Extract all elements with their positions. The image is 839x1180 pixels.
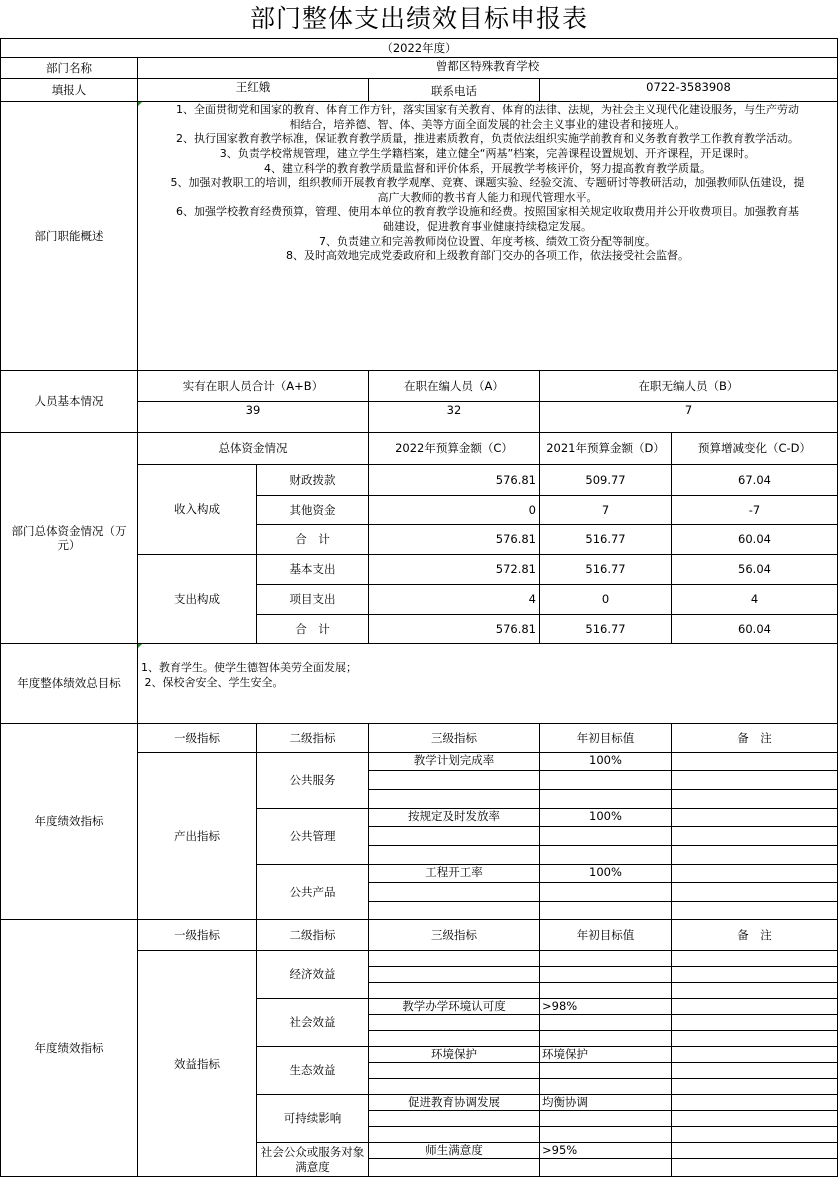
perf1-h1: 一级指标 (174, 730, 220, 745)
perf2-h4: 年初目标值 (576, 927, 635, 942)
function-line: 2、执行国家教育教学标准，保证教育教学质量，推进素质教育，负责依法组织实施学前教育和义务教育教学工作教育教学活动。 (176, 132, 799, 146)
function-line: 高广大教师的教书育人能力和现代管理水平。 (377, 190, 598, 204)
funds-row-d: 509.77 (585, 472, 626, 487)
perf2-group-name: 经济效益 (289, 967, 336, 982)
perf1-target: 100% (589, 865, 622, 880)
funds-row-d: 0 (601, 592, 610, 607)
funds-row-c: 4 (528, 592, 536, 607)
function-line: 相结合，培养德、智、体、美等方面全面发展的社会主义事业的建设者和接班人。 (289, 117, 686, 131)
perf2-label: 年度绩效指标 (34, 1041, 104, 1056)
funds-row-diff: 4 (750, 592, 759, 607)
perf1-group-name: 公共管理 (289, 829, 336, 844)
perf2-target: >98% (542, 999, 578, 1014)
funds-row-c: 572.81 (495, 562, 536, 577)
perf1-h2: 二级指标 (289, 730, 336, 745)
staff-total-header: 实有在职人员合计（A+B） (182, 378, 324, 393)
perf1-h3: 三级指标 (431, 730, 477, 745)
perf2-item: 环境保护 (431, 1047, 477, 1062)
funds-row-d: 516.77 (585, 532, 626, 547)
goal-text (141, 661, 831, 691)
perf2-target: >95% (542, 1143, 578, 1158)
staff-a-value: 32 (446, 402, 462, 417)
perf2-level1: 效益指标 (174, 1056, 220, 1071)
perf2-h5: 备 注 (737, 927, 772, 942)
perf1-h4: 年初目标值 (576, 730, 635, 745)
staff-total-value: 39 (245, 402, 261, 417)
perf1-level1: 产出指标 (174, 828, 220, 843)
perf2-target: 环境保护 (542, 1047, 588, 1062)
function-line: 6、加强学校教育经费预算，管理、使用本单位的教育教学设施和经费。按照国家相关规定收取费用并公开收费项目。加强教育基 (176, 205, 799, 219)
funds-row-diff: -7 (748, 502, 761, 517)
funds-row-c: 576.81 (495, 621, 536, 636)
functions-label: 部门职能概述 (34, 228, 104, 243)
funds-c-header: 2022年预算金额（C） (395, 441, 513, 456)
perf2-item: 促进教育协调发展 (408, 1095, 500, 1110)
funds-row-name: 合 计 (295, 621, 330, 636)
perf2-h2: 二级指标 (289, 927, 336, 942)
funds-row-c: 576.81 (495, 472, 536, 487)
dept-name-value: 曾都区特殊教育学校 (435, 58, 540, 73)
goal-line: 1、教育学生。使学生德智体美劳全面发展； (141, 661, 357, 674)
perf1-item: 工程开工率 (425, 865, 483, 880)
funds-row-diff: 67.04 (738, 472, 771, 487)
perf1-h5: 备 注 (737, 730, 772, 745)
year-label: （2022年度） (381, 40, 457, 55)
funds-row-c: 0 (528, 502, 536, 517)
funds-row-name: 基本支出 (289, 562, 336, 577)
funds-row-d: 516.77 (585, 621, 626, 636)
perf1-item: 教学计划完成率 (413, 753, 495, 768)
funds-row-name: 合 计 (295, 532, 330, 547)
phone-value: 0722-3583908 (646, 79, 731, 94)
functions-text (141, 103, 834, 264)
perf2-h1: 一级指标 (174, 927, 220, 942)
perf2-group-name: 可持续影响 (283, 1111, 342, 1126)
comment-marker-icon (138, 644, 142, 648)
staff-label: 人员基本情况 (34, 394, 104, 409)
funds-row-name: 项目支出 (289, 592, 336, 607)
perf1-label: 年度绩效指标 (34, 814, 104, 829)
phone-label: 联系电话 (431, 84, 477, 99)
funds-d-header: 2021年预算金额（D） (546, 441, 665, 456)
perf1-item: 按规定及时发放率 (408, 809, 500, 824)
perf2-item: 教学办学环境认可度 (402, 999, 506, 1014)
function-line: 3、负责学校常规管理，建立学生学籍档案，建立健全“两基”档案，完善课程设置规划、开齐课程，开足课时。 (219, 146, 756, 160)
staff-a-header: 在职在编人员（A） (404, 378, 504, 393)
function-line: 8、及时高效地完成党委政府和上级教育部门交办的各项工作，依法接受社会监督。 (286, 249, 689, 263)
expense-label: 支出构成 (174, 591, 220, 606)
funds-row-name: 财政拨款 (289, 472, 336, 487)
dept-name-label: 部门名称 (46, 60, 92, 75)
perf2-group-name: 社会效益 (289, 1015, 336, 1030)
goal-label: 年度整体绩效总目标 (17, 676, 121, 691)
perf2-h3: 三级指标 (431, 927, 477, 942)
funds-label: 部门总体资金情况（万元） (11, 523, 127, 552)
funds-row-d: 7 (601, 502, 610, 517)
perf1-target: 100% (589, 809, 622, 824)
filler-label: 填报人 (51, 82, 87, 97)
perf1-target: 100% (589, 753, 622, 768)
funds-row-name: 其他资金 (289, 502, 336, 517)
function-line: 4、建立科学的教育教学质量监督和评价体系，开展教学考核评价，努力提高教育教学质量。 (264, 161, 711, 175)
perf1-group-name: 公共服务 (289, 773, 336, 788)
income-label: 收入构成 (174, 502, 220, 517)
perf2-item: 师生满意度 (425, 1143, 483, 1158)
perf2-target: 均衡协调 (542, 1095, 588, 1110)
funds-row-diff: 60.04 (738, 532, 771, 547)
function-line: 7、负责建立和完善教师岗位设置、年度考核、绩效工资分配等制度。 (319, 234, 656, 248)
page-title: 部门整体支出绩效目标申报表 (249, 4, 588, 34)
function-line: 础建设，促进教育事业健康持续稳定发展。 (383, 220, 592, 233)
funds-row-c: 576.81 (495, 532, 536, 547)
function-line: 1、全面贯彻党和国家的教育、体育工作方针，落实国家有关教育、体育的法律、法规，为社会主义现代化建设服务，与生产劳动 (176, 103, 799, 116)
funds-row-diff: 56.04 (738, 562, 771, 577)
filler-name: 王红娥 (235, 79, 271, 94)
funds-diff-header: 预算增减变化（C-D） (697, 441, 812, 456)
perf2-group-name: 社会公众或服务对象满意度 (260, 1145, 365, 1174)
perf1-group-name: 公共产品 (289, 884, 336, 899)
perf2-group-name: 生态效益 (289, 1063, 336, 1078)
funds-row-diff: 60.04 (738, 621, 771, 636)
funds-row-d: 516.77 (585, 562, 626, 577)
funds-overall-header: 总体资金情况 (218, 441, 288, 456)
function-line: 5、加强对教职工的培训，组织教师开展教育教学观摩、竞赛、课题实验、经验交流、专题研讨等教研活动，加强教师队伍建设，提 (170, 176, 805, 190)
goal-line: 2、保校舍安全、学生安全。 (141, 675, 284, 689)
staff-b-value: 7 (684, 402, 693, 417)
staff-b-header: 在职无编人员（B） (638, 378, 739, 393)
